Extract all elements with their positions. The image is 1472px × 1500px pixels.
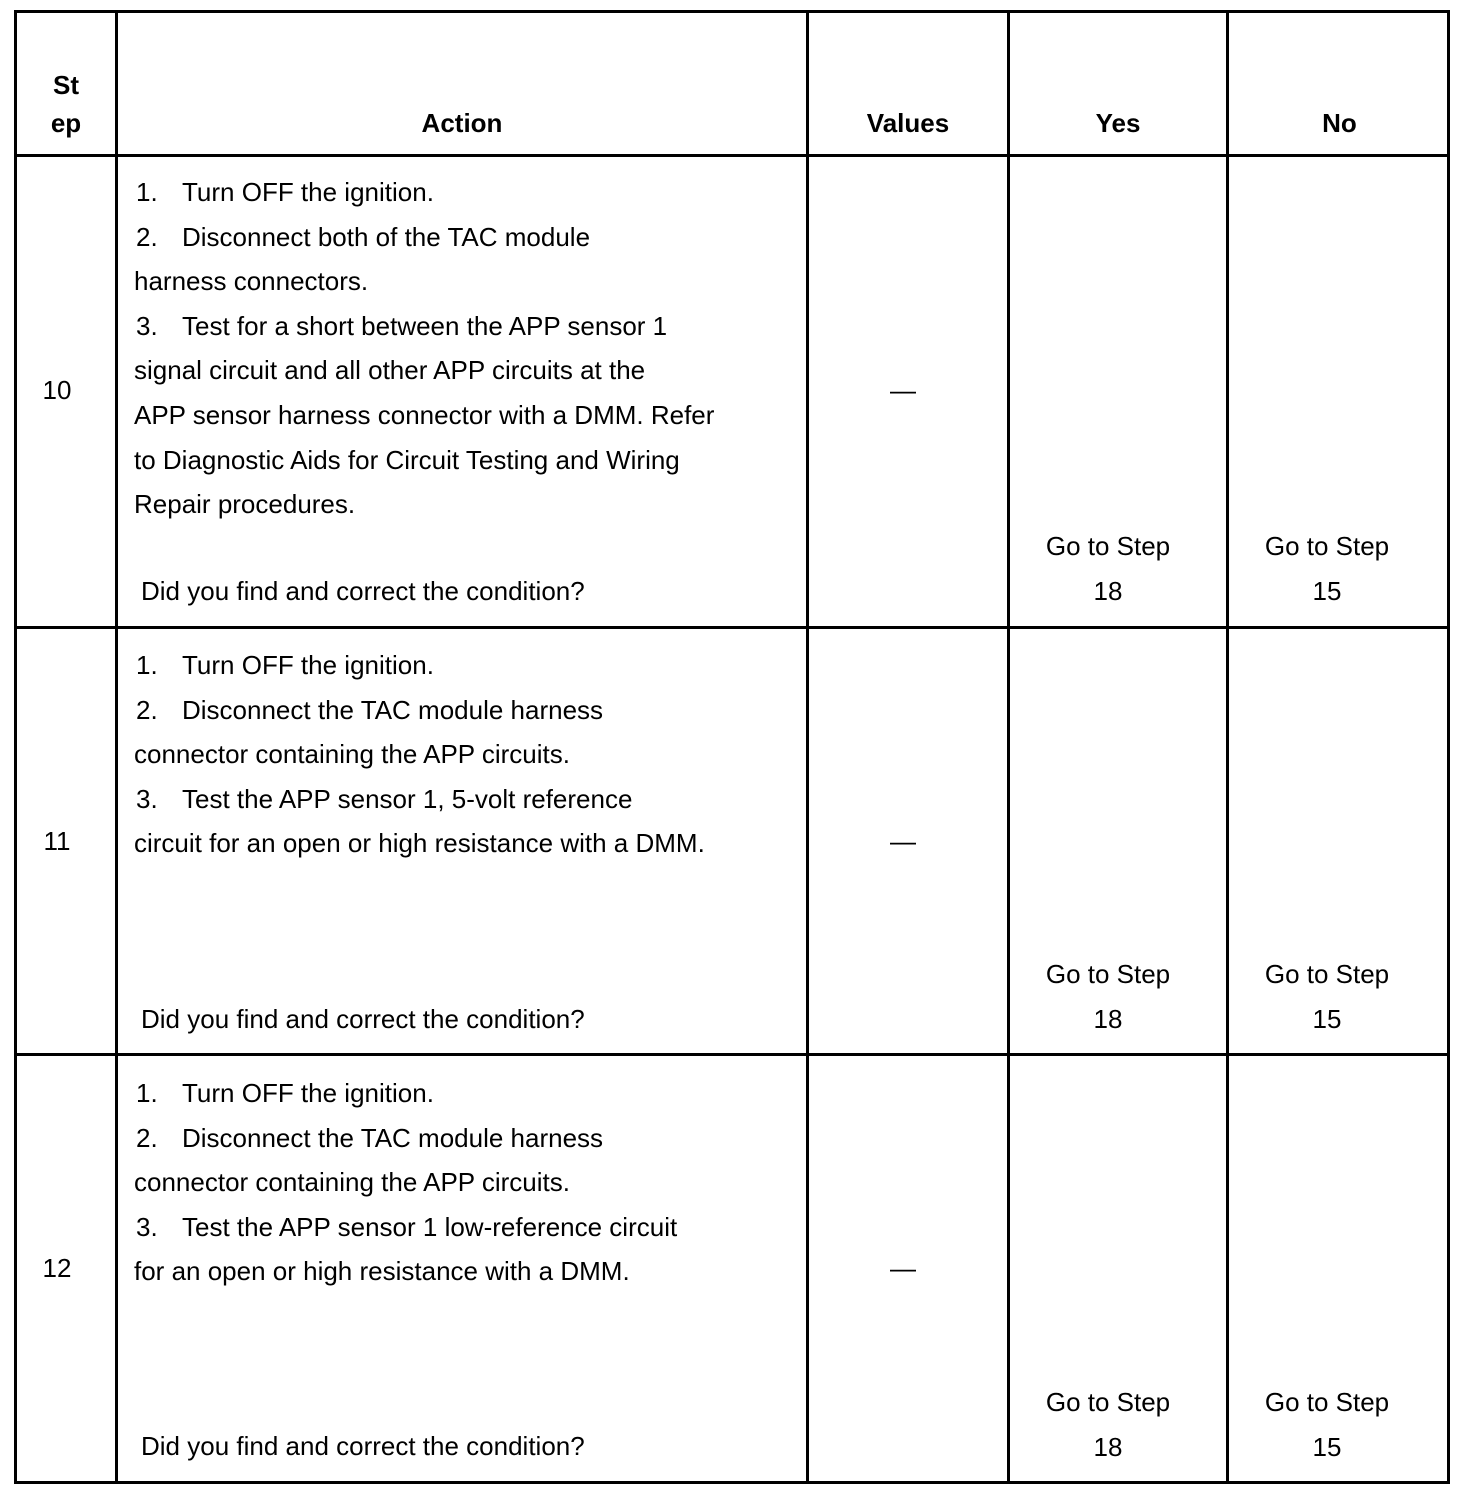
action-line: signal circuit and all other APP circuits at the <box>134 355 646 386</box>
action-line: circuit for an open or high resistance with a DMM. <box>134 828 705 859</box>
no-cell <box>1229 1380 1425 1469</box>
action-question: Did you find and correct the condition? <box>141 576 585 606</box>
no-cell <box>1229 524 1425 613</box>
action-line: APP sensor harness connector with a DMM. Refer <box>134 399 715 430</box>
action-line: 2. Disconnect both of the TAC module <box>136 221 591 252</box>
no-goto-step: 15 <box>1312 1431 1342 1462</box>
action-line: 2. Disconnect the TAC module harness <box>136 1122 604 1153</box>
no-goto-step: 15 <box>1312 1003 1342 1034</box>
action-line: for an open or high resistance with a DMM. <box>134 1256 630 1287</box>
action-line: 1. Turn OFF the ignition. <box>136 177 434 207</box>
header-no: No <box>1322 108 1357 138</box>
yes-goto-label: Go to Step <box>1045 959 1171 989</box>
header-action: Action <box>421 108 503 138</box>
action-steps <box>134 1071 677 1294</box>
col-divider <box>115 10 118 1484</box>
no-cell <box>1229 952 1425 1041</box>
yes-cell <box>1010 1380 1206 1469</box>
no-goto-label: Go to Step <box>1264 531 1390 561</box>
step-number: 12 <box>42 1253 72 1283</box>
action-line: 3. Test for a short between the APP sensor 1 <box>136 310 668 341</box>
action-line: 3. Test the APP sensor 1 low-reference circuit <box>136 1211 678 1242</box>
col-divider <box>1226 10 1229 1484</box>
value-cell: — <box>890 826 916 856</box>
action-line: 3. Test the APP sensor 1, 5-volt reference <box>136 783 633 814</box>
yes-goto-label: Go to Step <box>1045 1387 1171 1417</box>
header-step <box>17 66 115 142</box>
header-step-line2: ep <box>50 108 82 138</box>
step-number: 10 <box>42 375 72 405</box>
header-yes: Yes <box>1095 108 1141 138</box>
row-divider <box>14 1053 1450 1056</box>
yes-goto-step: 18 <box>1093 575 1123 606</box>
action-line: 1. Turn OFF the ignition. <box>136 650 434 680</box>
yes-cell <box>1010 524 1206 613</box>
action-line: harness connectors. <box>134 266 369 297</box>
yes-goto-label: Go to Step <box>1045 531 1171 561</box>
action-line: 2. Disconnect the TAC module harness <box>136 694 604 725</box>
row-divider <box>14 154 1450 157</box>
action-line: connector containing the APP circuits. <box>134 1167 570 1198</box>
step-number: 11 <box>43 826 71 856</box>
yes-cell <box>1010 952 1206 1041</box>
row-divider <box>14 626 1450 629</box>
header-step-line1: St <box>53 70 79 100</box>
diagnostic-table <box>14 10 1450 1484</box>
action-steps <box>134 643 705 866</box>
value-cell: — <box>890 1253 916 1283</box>
action-question: Did you find and correct the condition? <box>141 1431 585 1461</box>
value-cell: — <box>890 375 916 405</box>
action-line: connector containing the APP circuits. <box>134 739 570 770</box>
action-line: Repair procedures. <box>134 489 356 520</box>
header-values: Values <box>866 108 950 138</box>
col-divider <box>1007 10 1010 1484</box>
action-line: to Diagnostic Aids for Circuit Testing and Wiring <box>134 444 680 475</box>
no-goto-label: Go to Step <box>1264 1387 1390 1417</box>
no-goto-label: Go to Step <box>1264 959 1390 989</box>
action-steps <box>134 170 714 527</box>
yes-goto-step: 18 <box>1093 1431 1123 1462</box>
yes-goto-step: 18 <box>1093 1003 1123 1034</box>
no-goto-step: 15 <box>1312 575 1342 606</box>
action-question: Did you find and correct the condition? <box>141 1004 585 1034</box>
action-line: 1. Turn OFF the ignition. <box>136 1078 434 1108</box>
